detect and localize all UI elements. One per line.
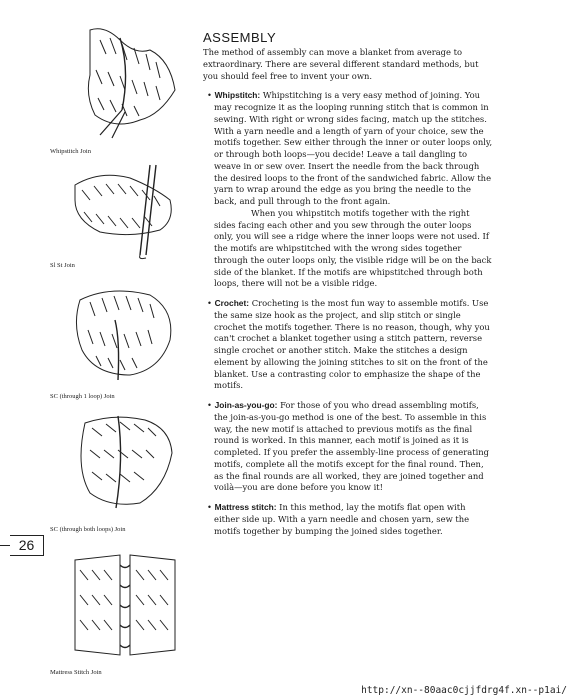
slst-caption: Sl St Join <box>50 262 75 269</box>
mattress-text: In this method, lay the motifs flat open with either side up. With a yarn needle and chosen yarn, sew the motifs together by bumping the joined sides together. <box>214 502 470 536</box>
whipstitch-term: Whipstitch: <box>214 90 261 101</box>
main-content <box>203 30 493 537</box>
join-as-you-go-term: Join-as-you-go: <box>214 400 278 410</box>
page-title: ASSEMBLY <box>203 30 277 45</box>
page-number-rule <box>0 545 10 546</box>
intro-paragraph: The method of assembly can move a blanket from average to extraordinary. There are several different standard methods, but you should feel free to invent your own. <box>203 47 479 81</box>
whipstitch-continuation: When you whipstitch motifs together with the right sides facing each other and you sew through the outer loops only, you will see a ridge where the inner loops were not used. If the motifs are whipstitched with the wrong sides together through the outer loops only, the visible ridge will be on the back side of the blanket. If the motifs are whipstitched through both loops, there will not be a visible ridge. <box>214 207 492 289</box>
crochet-section: • Crochet: Crocheting is the most fun way to assemble motifs. Use the same size hook as the project, and slip stitch or single crochet the motifs together. There is no reason, though, why you can't crochet a blanket together using a stitch pattern, reverse single crochet or another stitch. Make the stitches a design element by allowing the joining stitches to sit on the front of the blanket. Use a contrasting color to emphasize the shape of the motifs. <box>207 298 490 391</box>
mattress-caption: Mattress Stitch Join <box>50 669 102 676</box>
whipstitch-section: • Whipstitch: Whipstitching is a very easy method of joining. You may recognize it as the looping running stitch that is common in sewing. With right or wrong sides facing, match up the stitches. With a yarn needle and a length of yarn of your choice, sew the motifs together. Sew either through the inner or outer loops only, or through both loops—you decide! Leave a tail dangling to weave in or sew over. Insert the needle from the back through the desired loops to the front of the sandwiched fabric. Allow the yarn to wrap around the edge as you bring the needle to the back, and pull through to the front again. <box>207 90 493 206</box>
page-number: 26 <box>10 535 44 556</box>
whipstitch-caption: Whipstitch Join <box>50 148 91 155</box>
sc-both-join-illustration <box>60 408 190 513</box>
join-as-you-go-text: For those of you who dread assembling motifs, the join-as-you-go method is one of the best. To assemble in this way, the new motif is attached to previous motifs as the final round is worked. In this manner, each motif is joined as it is completed. If you prefer the assembly-line process of generating motifs, complete all the motifs except for the final round. Then, as the final rounds are all worked, they are joined together and voilà—you are done before you know it! <box>214 400 490 493</box>
crochet-term: Crochet: <box>214 298 250 308</box>
sc-1loop-join-illustration <box>60 280 190 385</box>
sc-1loop-caption: SC (through 1 loop) Join <box>50 393 115 400</box>
mattress-term: Mattress stitch: <box>214 502 277 512</box>
whipstitch-text: Whipstitching is a very easy method of joining. You may recognize it as the looping running stitch that is common in sewing. With right or wrong sides facing, match up the stitches. With a yarn needle and a length of yarn of your choice, sew the motifs together. Sew either through the inner or outer loops only, or through both loops—you decide! Leave a tail dangling to weave in or sew over. Insert the needle from the back through the desired loops to the front of the sandwiched fabric. Allow the yarn to wrap around the edge as you bring the needle to the back, and pull through to the front again. <box>214 90 493 206</box>
join-as-you-go-section: • Join-as-you-go: For those of you who dread assembling motifs, the join-as-you-go method is one of the best. To assemble in this way, the new motif is attached to previous motifs as the final round is worked. In this manner, each motif is joined as it is completed. If you prefer the assembly-line process of generating motifs, complete all the motifs except for the final round. Then, as the final rounds are all worked, they are joined together and voilà—you are done before you know it! <box>207 400 490 493</box>
mattress-section: • Mattress stitch: In this method, lay the motifs flat open with either side up. With a yarn needle and chosen yarn, sew the motifs together by bumping the joined sides together. <box>207 502 470 536</box>
crochet-text: Crocheting is the most fun way to assemble motifs. Use the same size hook as the project, and slip stitch or single crochet the motifs together. There is no reason, though, why you can't crochet a blanket together using a stitch pattern, reverse single crochet or another stitch. Make the stitches a design element by allowing the joining stitches to sit on the front of the blanket. Use a contrasting color to emphasize the shape of the motifs. <box>214 298 490 391</box>
slst-join-illustration <box>60 160 190 260</box>
source-url: http://xn--80aac0cjjfdrg4f.xn--p1ai/ <box>361 685 567 696</box>
sc-both-caption: SC (through both loops) Join <box>50 526 126 533</box>
mattress-join-illustration <box>60 540 190 665</box>
whipstitch-join-illustration <box>60 20 190 140</box>
